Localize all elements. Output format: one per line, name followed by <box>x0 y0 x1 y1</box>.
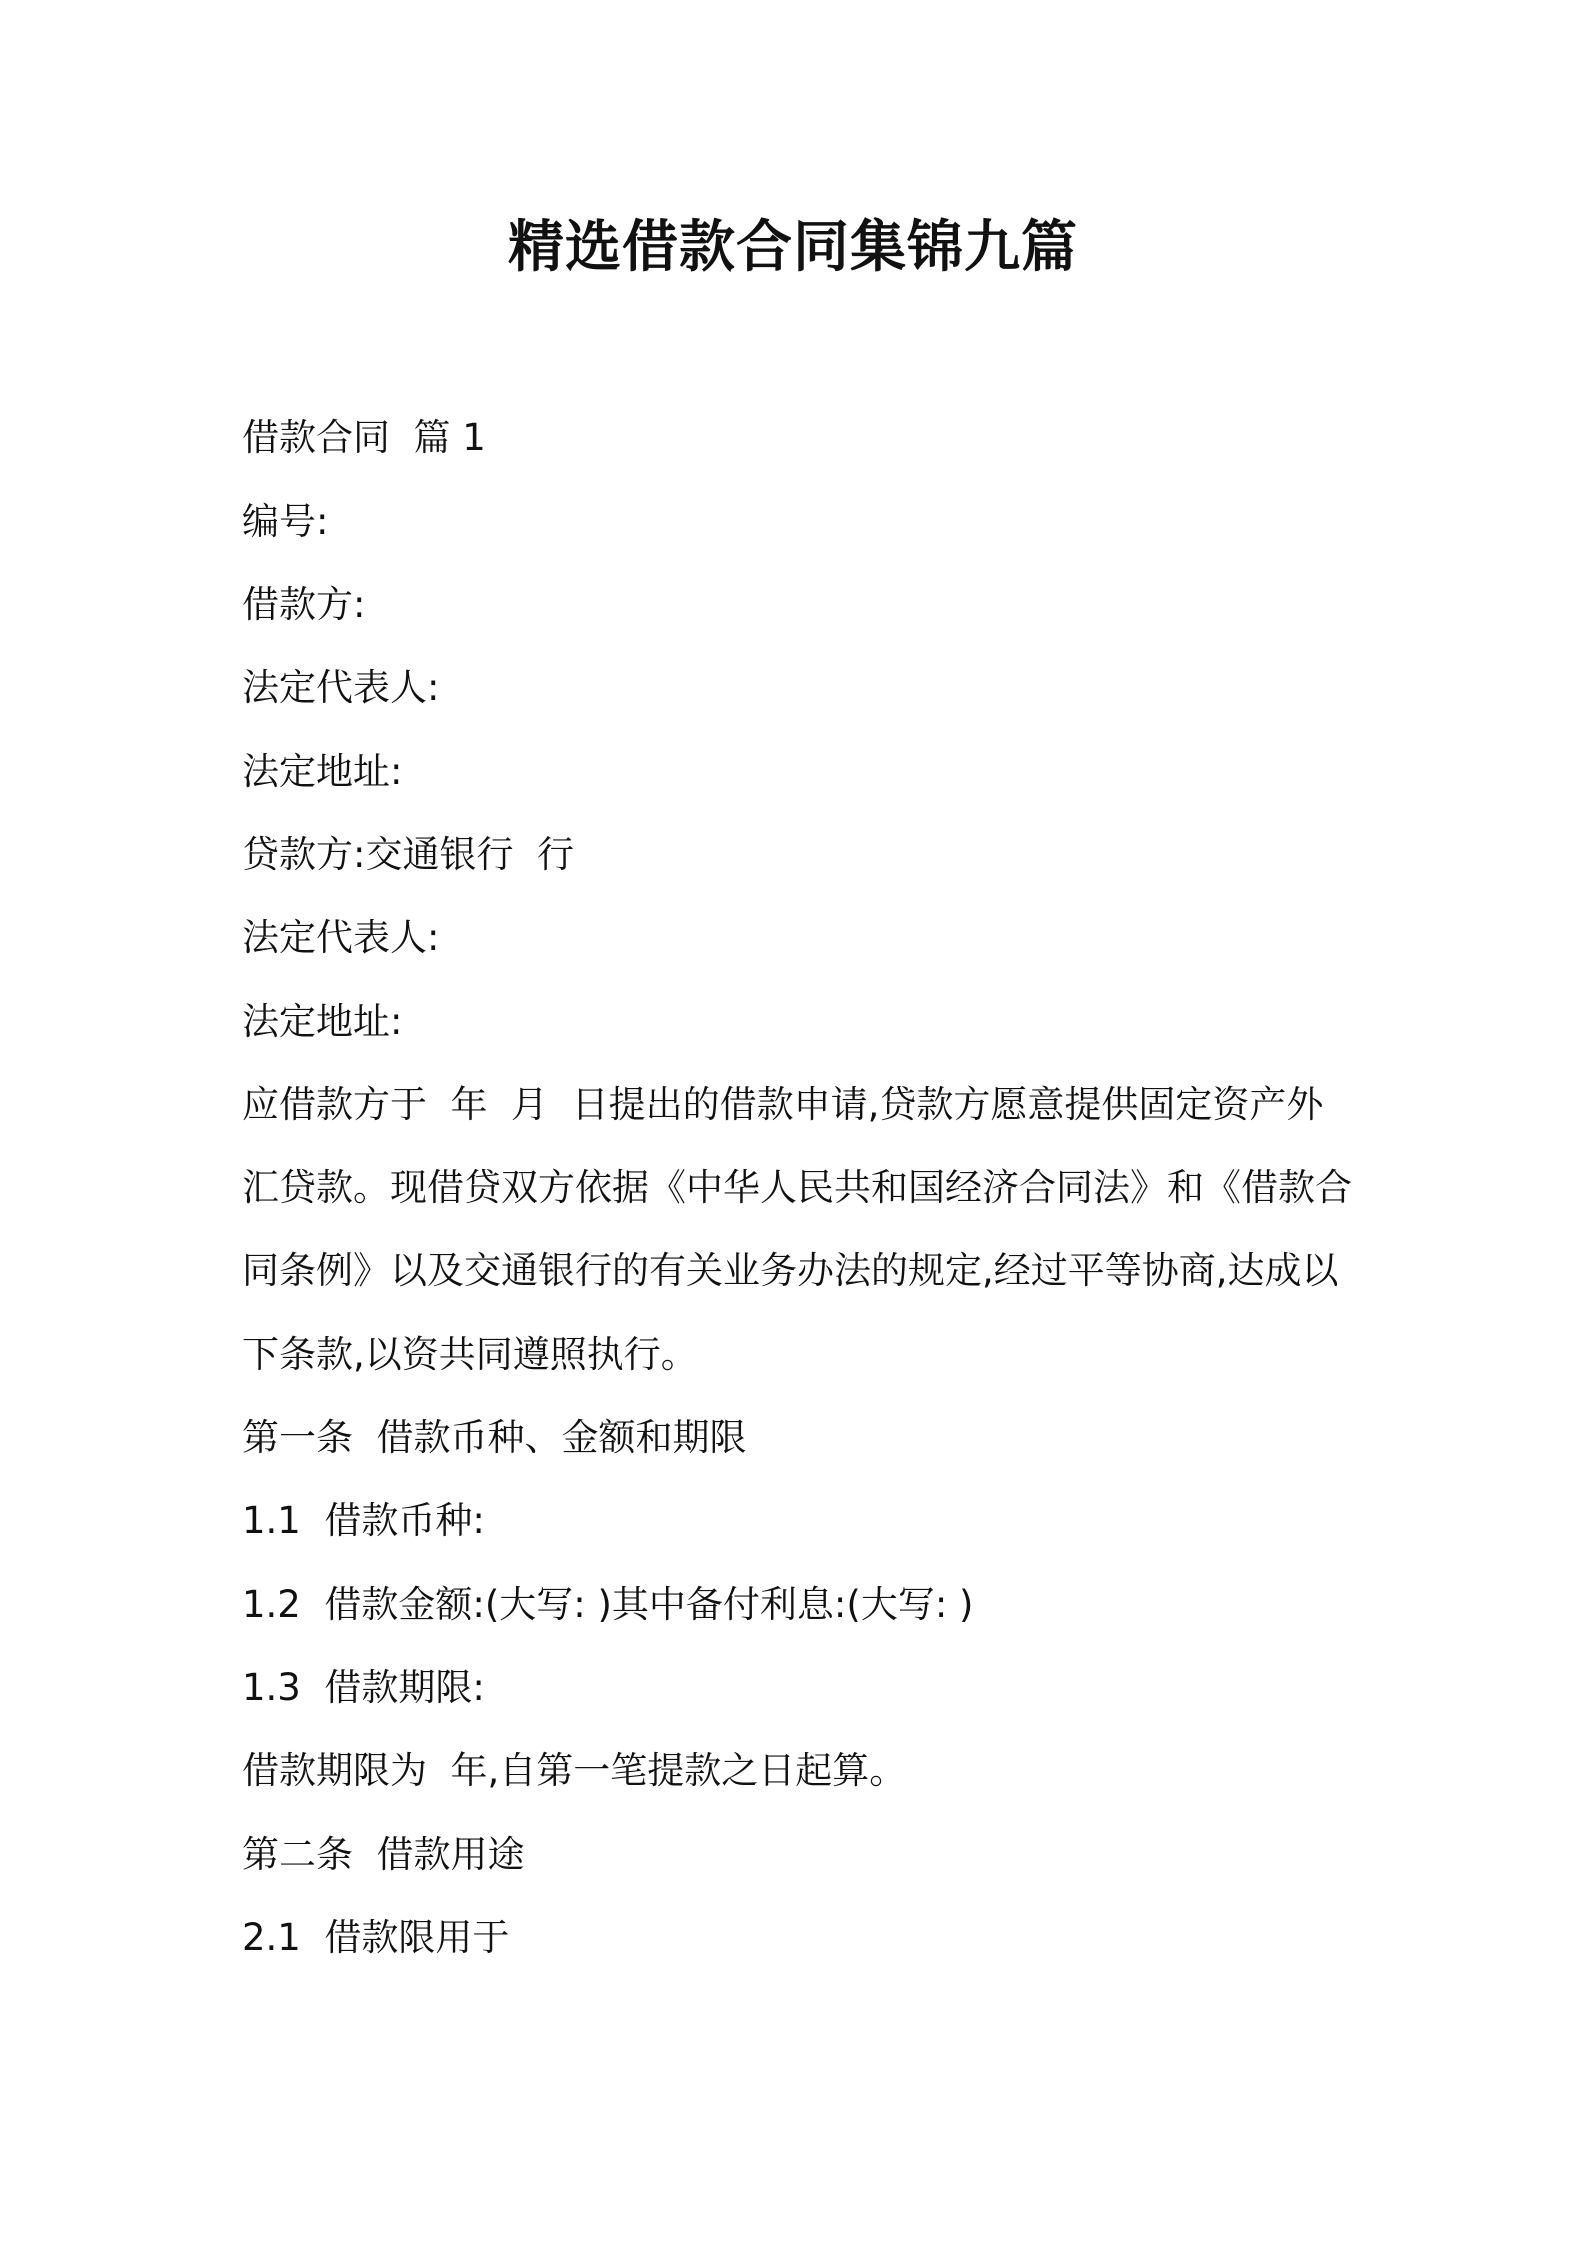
clause-line: 1.3 借款期限: <box>242 1666 485 1709</box>
paragraph-line: 同条例》以及交通银行的有关业务办法的规定,经过平等协商,达成以 <box>242 1249 1339 1292</box>
article-heading: 第二条 借款用途 <box>242 1833 525 1876</box>
borrower-address-field: 法定地址: <box>242 750 403 793</box>
clause-line: 2.1 借款限用于 <box>242 1916 510 1959</box>
lender-address-field: 法定地址: <box>242 1000 403 1043</box>
article-heading: 第一条 借款币种、金额和期限 <box>242 1416 747 1459</box>
borrower-field: 借款方: <box>242 583 366 626</box>
borrower-legal-rep-field: 法定代表人: <box>242 666 440 709</box>
clause-line: 1.2 借款金额:(大写: )其中备付利息:(大写: ) <box>242 1583 974 1626</box>
contract-number-field: 编号: <box>242 500 329 543</box>
lender-legal-rep-field: 法定代表人: <box>242 916 440 959</box>
clause-line: 1.1 借款币种: <box>242 1499 485 1542</box>
document-title: 精选借款合同集锦九篇 <box>508 215 1078 280</box>
lender-field: 贷款方:交通银行 行 <box>242 833 574 876</box>
clause-line: 借款期限为 年,自第一笔提款之日起算。 <box>242 1749 907 1792</box>
section-heading: 借款合同 篇 1 <box>242 416 486 459</box>
paragraph-line: 应借款方于 年 月 日提出的借款申请,贷款方愿意提供固定资产外 <box>242 1083 1324 1126</box>
paragraph-line: 下条款,以资共同遵照执行。 <box>242 1333 698 1376</box>
paragraph-line: 汇贷款。现借贷双方依据《中华人民共和国经济合同法》和《借款合 <box>242 1166 1352 1209</box>
